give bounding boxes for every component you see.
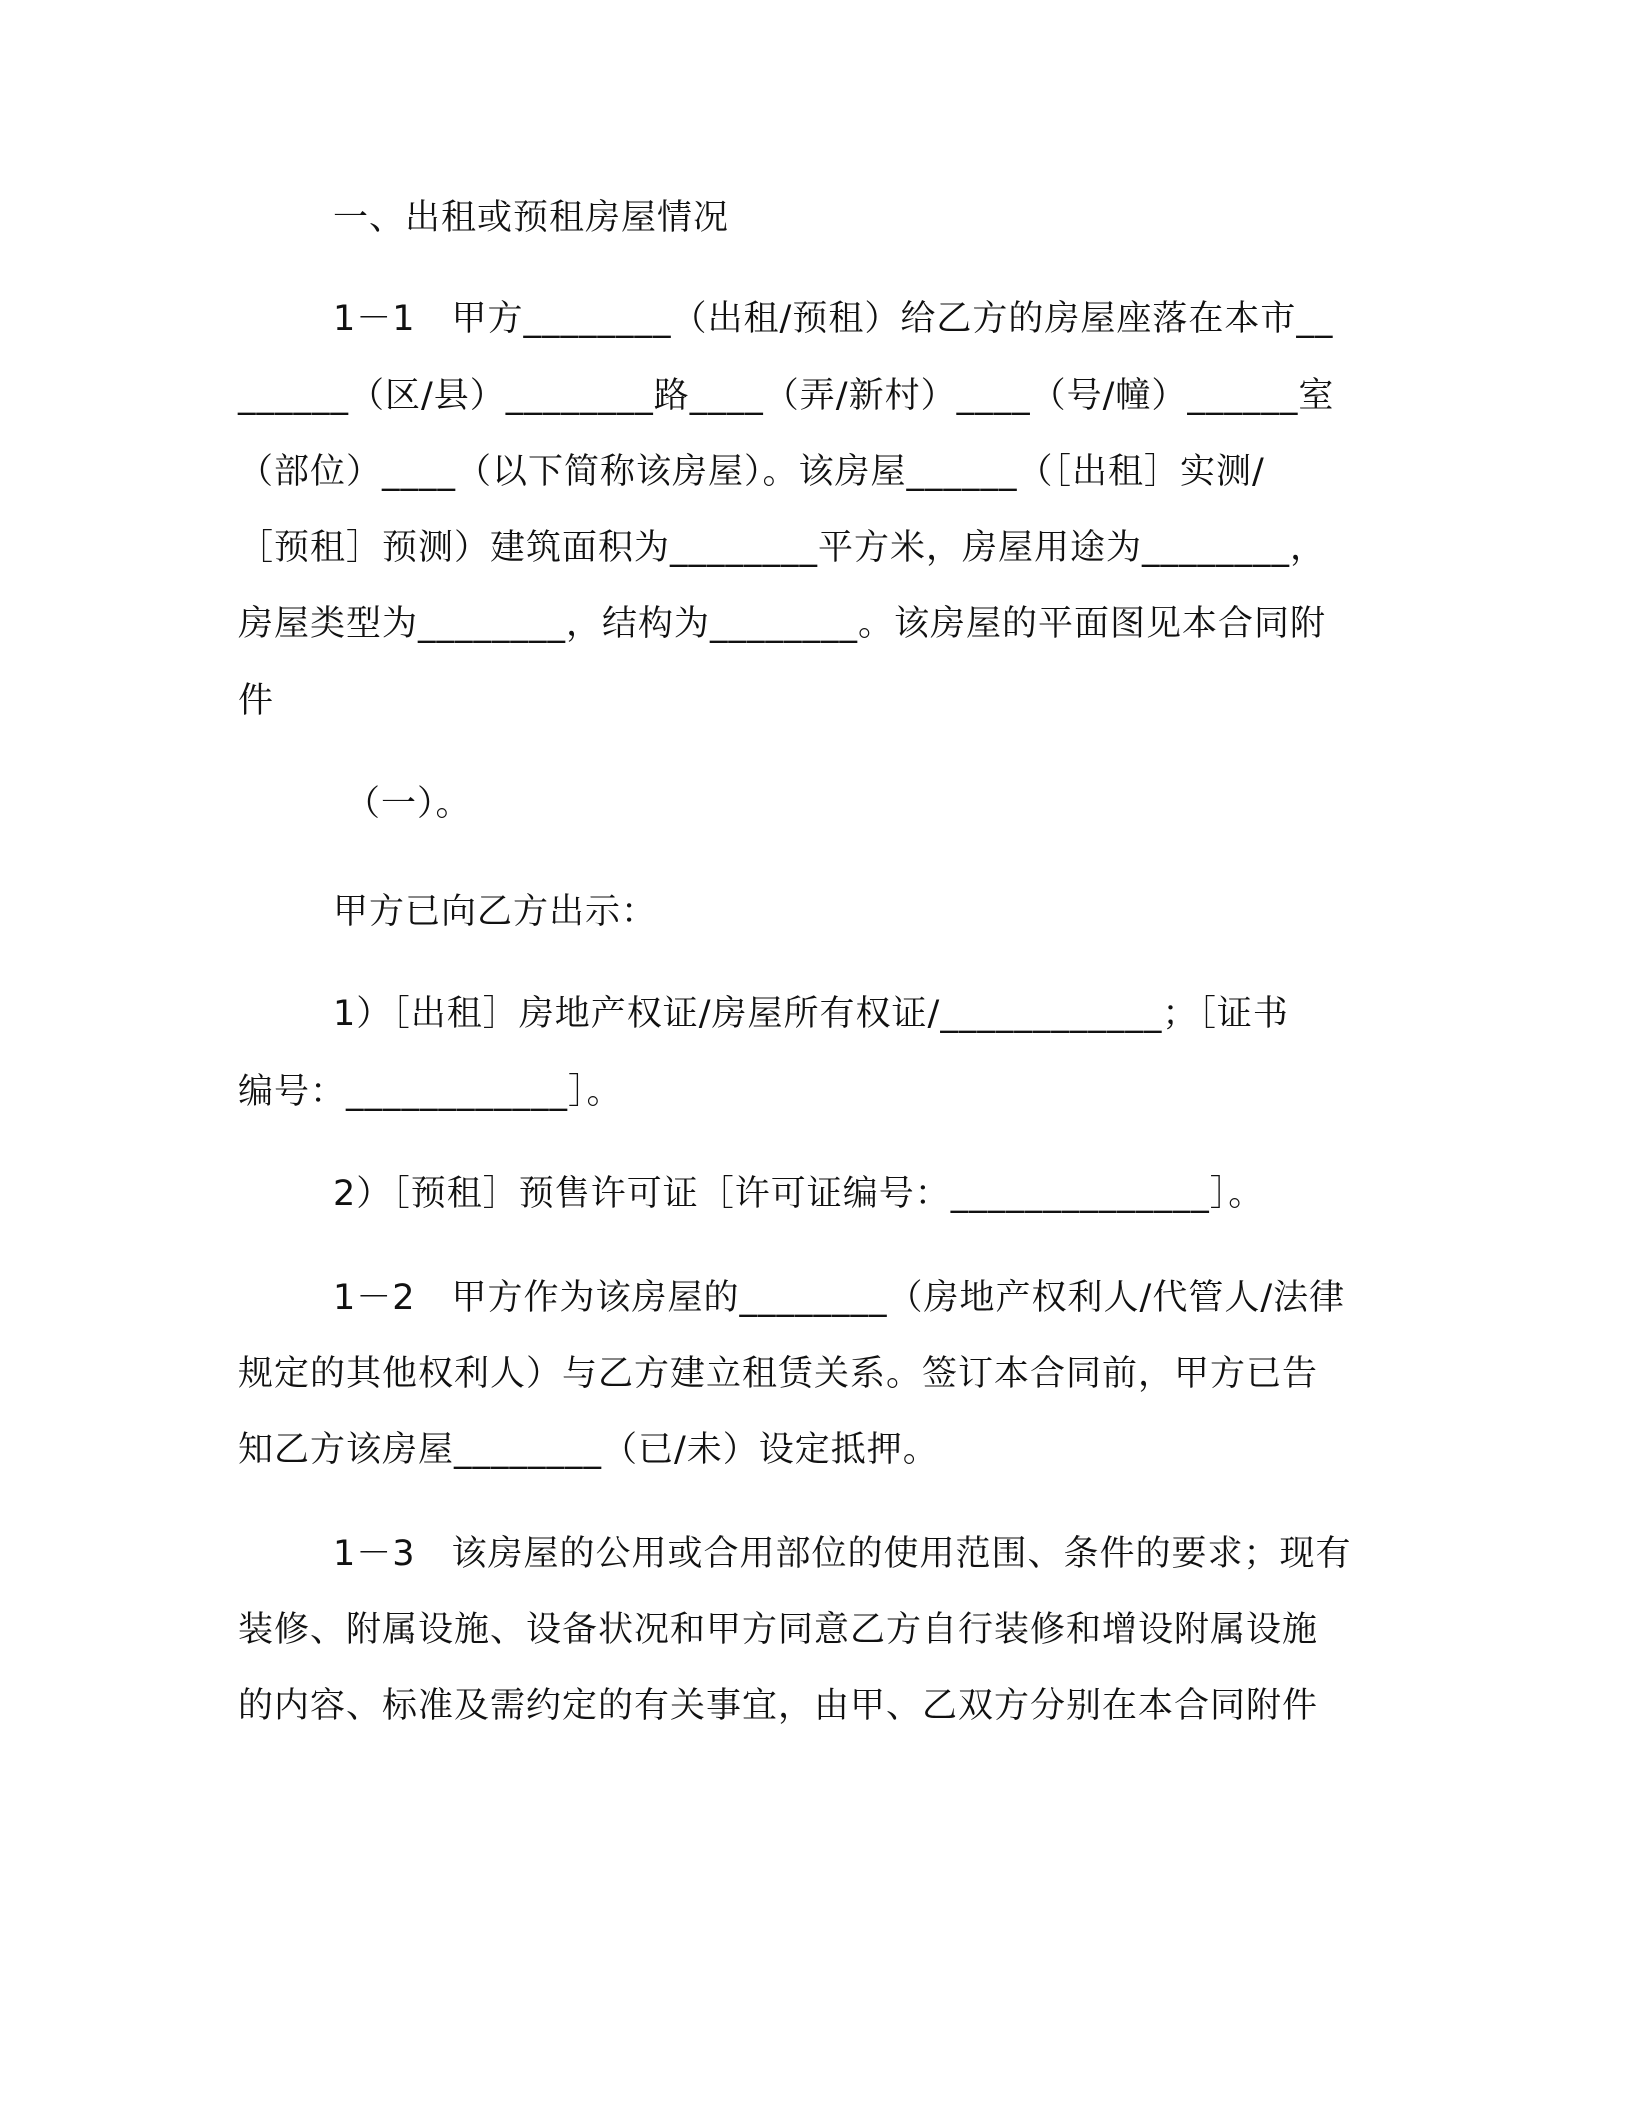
clause-1-1-line-4: ［预租］预测）建筑面积为________平方米，房屋用途为________，	[238, 528, 1327, 568]
section-heading: 一、出租或预租房屋情况	[333, 198, 730, 238]
item-2-line-1: 2）［预租］预售许可证［许可证编号：______________］。	[333, 1174, 1265, 1214]
clause-1-2-line-1: 1－2 甲方作为该房屋的________（房地产权利人/代管人/法律	[333, 1278, 1346, 1318]
clause-1-1-line-3: （部位）____（以下简称该房屋）。该房屋______（［出租］实测/	[238, 452, 1265, 492]
clause-1-1-line-1: 1－1 甲方________（出租/预租）给乙方的房屋座落在本市__	[333, 299, 1334, 339]
clause-1-3-line-3: 的内容、标准及需约定的有关事宜，由甲、乙双方分别在本合同附件	[238, 1686, 1319, 1726]
clause-1-2-line-2: 规定的其他权利人）与乙方建立租赁关系。签订本合同前，甲方已告	[238, 1354, 1319, 1394]
clause-1-3-line-1: 1－3 该房屋的公用或合用部位的使用范围、条件的要求；现有	[333, 1534, 1352, 1574]
clause-1-3-line-2: 装修、附属设施、设备状况和甲方同意乙方自行装修和增设附属设施	[238, 1610, 1319, 1650]
clause-1-1-line-6: 件	[238, 681, 275, 721]
clause-1-1-line-2: ______（区/县）________路____（弄/新村）____（号/幢）______室	[238, 376, 1335, 416]
shown-documents-intro: 甲方已向乙方出示：	[333, 892, 658, 932]
clause-1-2-line-3: 知乙方该房屋________（已/未）设定抵押。	[238, 1430, 939, 1470]
item-1-line-2: 编号：____________］。	[238, 1072, 623, 1112]
annex-reference: （一）。	[345, 784, 472, 824]
clause-1-1-line-5: 房屋类型为________，结构为________。该房屋的平面图见本合同附	[238, 604, 1327, 644]
item-1-line-1: 1）［出租］房地产权证/房屋所有权证/____________；［证书	[333, 994, 1289, 1034]
